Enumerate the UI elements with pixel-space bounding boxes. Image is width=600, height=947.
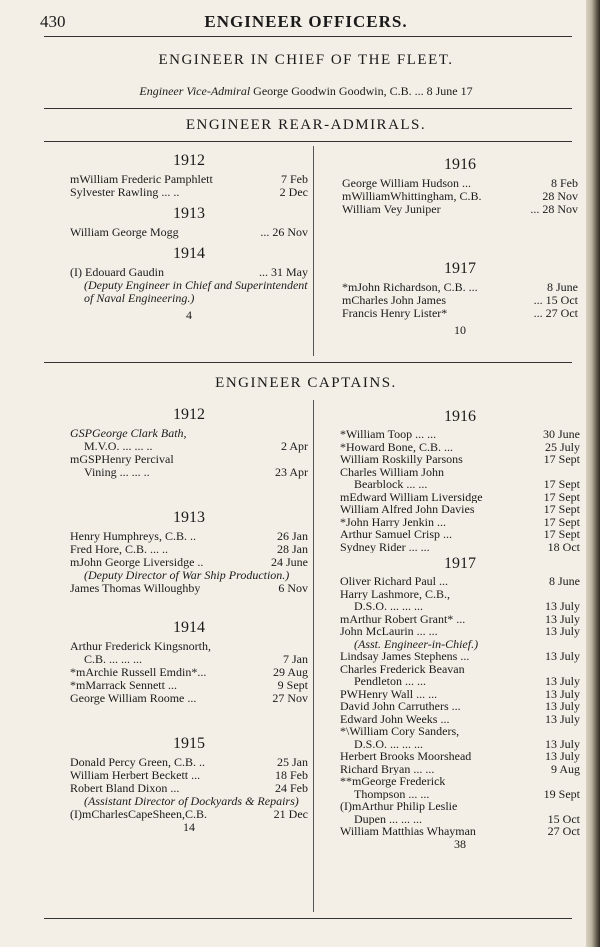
- list-item: PWHenry Wall ... ... 13 July: [340, 686, 580, 701]
- header-rule: [44, 36, 572, 37]
- list-item: D.S.O. ... ... ... 13 July: [354, 736, 580, 751]
- page-number: 430: [40, 12, 66, 31]
- year-heading: 1912: [173, 406, 205, 423]
- list-item: (I)mArthur Philip Leslie: [340, 800, 458, 813]
- captains-right-column: [340, 404, 580, 850]
- list-item: Richard Bryan ... ... 9 Aug: [340, 761, 580, 776]
- section-count: 14: [183, 820, 195, 834]
- list-item: C.B. ... ... ... 7 Jan: [84, 652, 308, 666]
- year-heading: 1916: [444, 408, 476, 425]
- list-item: *William Toop ... ... 30 June: [340, 427, 580, 441]
- list-item: *mArchie Russell Emdin*... 29 Aug: [70, 665, 308, 679]
- list-item: mWilliamWhittingham, C.B. 28 Nov: [342, 189, 578, 203]
- list-item: William Vey Juniper ... 28 Nov: [342, 202, 578, 216]
- page-edge: [586, 0, 600, 947]
- list-item: David John Carruthers ... 13 July: [340, 699, 580, 713]
- list-item: William Alfred John Davies 17 Sept: [340, 502, 580, 516]
- rear-admirals-left-column: [70, 146, 308, 322]
- section-title-captains: ENGINEER CAPTAINS.: [215, 375, 397, 391]
- year-heading: 1917: [444, 260, 476, 277]
- list-item: mWilliam Frederic Pamphlett 7 Feb: [70, 172, 308, 186]
- list-item: M.V.O. ... ... .. 2 Apr: [84, 439, 308, 453]
- list-item: William Herbert Beckett ... 18 Feb: [70, 768, 308, 782]
- year-heading: 1914: [173, 245, 205, 262]
- list-item: Oliver Richard Paul ... 8 June: [340, 574, 580, 588]
- list-item: Sylvester Rawling ... .. 2 Dec: [70, 185, 308, 199]
- list-item: Lindsay James Stephens ... 13 July: [340, 649, 580, 663]
- chief-line: George Goodwin Goodwin, C.B. ... 8 June 17: [253, 84, 473, 98]
- rule-1: [44, 108, 572, 109]
- list-item: William Roskilly Parsons 17 Sept: [340, 452, 580, 466]
- section-count: 10: [454, 323, 466, 337]
- list-item: Bearblock ... ... 17 Sept: [354, 477, 580, 491]
- list-item: Thompson ... ... 19 Sept: [354, 786, 580, 801]
- list-item: Donald Percy Green, C.B. .. 25 Jan: [70, 755, 308, 769]
- list-item: William Matthias Whayman 27 Oct: [340, 824, 580, 838]
- list-item: Sydney Rider ... ... 18 Oct: [340, 539, 580, 554]
- rule-2: [44, 141, 572, 142]
- list-item: Herbert Brooks Moorshead 13 July: [340, 749, 580, 763]
- section-title-rear-admirals: ENGINEER REAR-ADMIRALS.: [185, 117, 427, 133]
- list-item: Francis Henry Lister* ... 27 Oct: [342, 306, 578, 320]
- list-item: Fred Hore, C.B. ... .. 28 Jan: [70, 542, 308, 556]
- year-heading: 1915: [173, 735, 205, 752]
- captains-left-column: [70, 400, 308, 834]
- year-heading: 1914: [173, 619, 205, 636]
- list-item: William George Mogg ... 26 Nov: [70, 225, 308, 239]
- list-item: mCharles John James ... 15 Oct: [342, 293, 578, 307]
- list-item: GSPGeorge Clark Bath,: [70, 426, 187, 440]
- list-item: (I) Edouard Gaudin ... 31 May: [70, 265, 308, 279]
- list-item: John McLaurin ... ... 13 July: [340, 624, 580, 638]
- column-divider-2: [313, 400, 314, 912]
- list-item: Pendleton ... ... 13 July: [354, 674, 580, 688]
- list-item: mEdward William Liversidge 17 Sept: [340, 489, 580, 504]
- list-item: Vining ... ... .. 23 Apr: [84, 465, 308, 479]
- list-item: Charles William John: [340, 465, 444, 478]
- list-item: mGSPHenry Percival: [70, 452, 174, 466]
- appointment-note: (Asst. Engineer-in-Chief.): [354, 636, 479, 651]
- list-item: *Howard Bone, C.B. ... 25 July: [340, 439, 580, 454]
- chief-entry: [40, 84, 572, 99]
- rear-admirals-right-column: [342, 150, 578, 337]
- appointment-note: (Deputy Director of War Ship Production.): [84, 568, 290, 582]
- list-item: *mJohn Richardson, C.B. ... 8 June: [342, 280, 578, 294]
- list-item: Henry Humphreys, C.B. .. 26 Jan: [70, 529, 308, 543]
- year-heading: 1912: [173, 152, 205, 169]
- list-item: George William Roome ... 27 Nov: [70, 691, 308, 705]
- bottom-rule: [44, 918, 572, 919]
- list-item: Dupen ... ... ... 15 Oct: [354, 811, 580, 826]
- list-item: Harry Lashmore, C.B.,: [340, 587, 450, 600]
- list-item: Robert Bland Dixon ... 24 Feb: [70, 781, 308, 795]
- list-item: D.S.O. ... ... ... 13 July: [354, 599, 580, 613]
- column-divider-1: [313, 146, 314, 356]
- chief-rank: Engineer Vice-Admiral: [139, 84, 251, 98]
- section-count: 4: [186, 308, 192, 322]
- year-heading: 1916: [444, 156, 476, 173]
- running-title: ENGINEER OFFICERS.: [204, 12, 408, 31]
- list-item: *John Harry Jenkin ... 17 Sept: [340, 514, 580, 529]
- section-count: 38: [454, 836, 466, 851]
- year-heading: 1917: [444, 555, 476, 572]
- list-item: *mMarrack Sennett ... 9 Sept: [70, 678, 308, 692]
- appointment-note: (Deputy Engineer in Chief and Superintendent of Naval Engineering.): [84, 278, 308, 305]
- list-item: mArthur Robert Grant* ... 13 July: [340, 611, 580, 626]
- list-item: *\William Cory Sanders,: [340, 725, 460, 738]
- list-item: George William Hudson ... 8 Feb: [342, 176, 578, 190]
- page-header: [40, 12, 572, 34]
- list-item: Charles Frederick Beavan: [340, 662, 465, 675]
- list-item: mJohn George Liversidge .. 24 June: [70, 555, 308, 569]
- appointment-note: (Assistant Director of Dockyards & Repairs): [84, 794, 299, 808]
- list-item: Edward John Weeks ... 13 July: [340, 711, 580, 726]
- section-title-chief: ENGINEER IN CHIEF OF THE FLEET.: [158, 52, 454, 68]
- list-item: **mGeorge Frederick: [340, 775, 446, 788]
- list-item: James Thomas Willoughby 6 Nov: [70, 581, 308, 595]
- year-heading: 1913: [173, 205, 205, 222]
- list-item: (I)mCharlesCapeSheen,C.B. 21 Dec: [70, 807, 308, 821]
- rule-3: [44, 362, 572, 363]
- list-item: Arthur Samuel Crisp ... 17 Sept: [340, 527, 580, 541]
- year-heading: 1913: [173, 509, 205, 526]
- list-item: Arthur Frederick Kingsnorth,: [70, 639, 211, 653]
